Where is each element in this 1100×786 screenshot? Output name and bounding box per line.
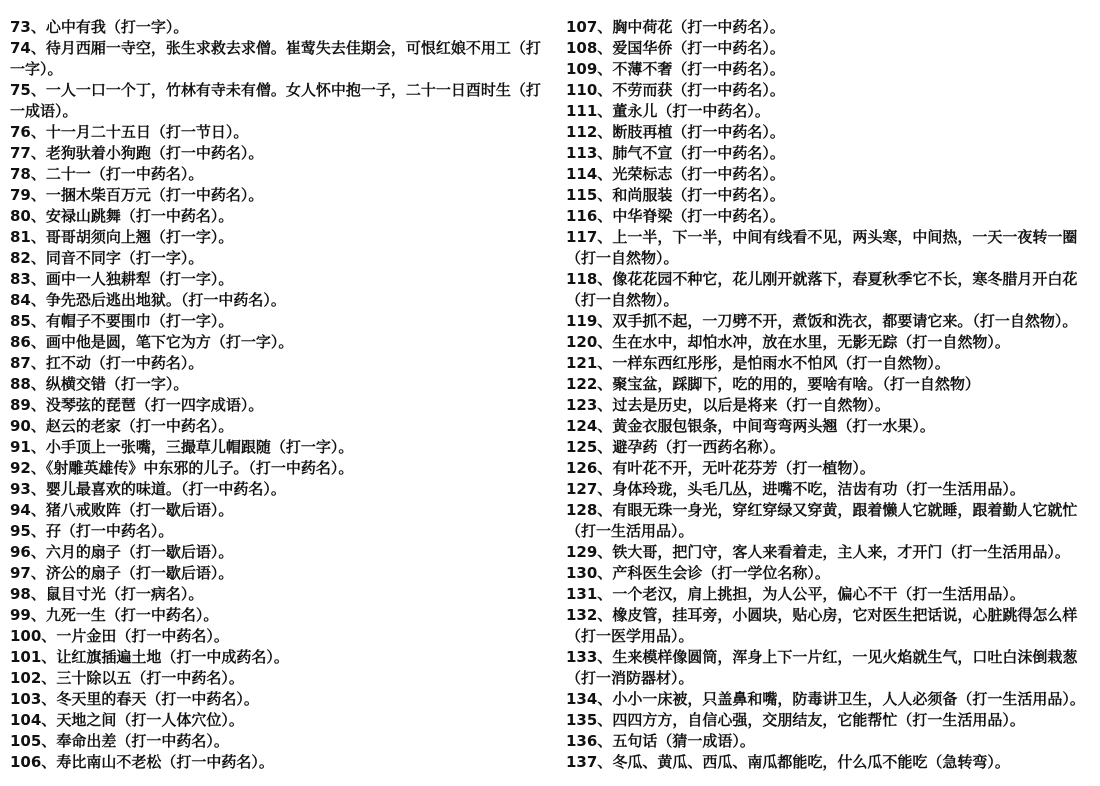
riddle-text: 三十除以五（打一中药名）。	[56, 669, 244, 687]
riddle-item	[10, 374, 546, 395]
riddle-item	[10, 269, 546, 290]
riddle-item	[10, 143, 546, 164]
riddle-item	[10, 248, 546, 269]
riddle-item	[566, 269, 1094, 311]
riddle-number: 94、	[10, 501, 46, 519]
riddle-number: 83、	[10, 270, 46, 288]
riddle-text: 生来模样像圆筒，浑身上下一片红，一见火焰就生气，口吐白沫倒栽葱（打一消防器材）。	[566, 648, 1078, 687]
riddle-text: 冬天里的春天（打一中药名）。	[56, 690, 259, 708]
riddle-text: 黄金衣服包银条，中间弯弯两头翘（打一水果）。	[612, 417, 935, 435]
riddle-number: 109、	[566, 60, 613, 78]
riddle-item	[566, 185, 1094, 206]
riddle-item	[566, 332, 1094, 353]
riddle-text: 不薄不奢（打一中药名）。	[612, 60, 785, 78]
riddle-number: 112、	[566, 123, 613, 141]
riddle-item	[10, 311, 546, 332]
riddle-item	[10, 290, 546, 311]
riddle-item	[566, 416, 1094, 437]
riddle-item	[566, 59, 1094, 80]
riddle-item	[566, 164, 1094, 185]
riddle-text: 十一月二十五日（打一节日）。	[45, 123, 249, 141]
riddle-number: 108、	[566, 39, 613, 57]
riddle-item	[566, 374, 1094, 395]
riddle-number: 119、	[566, 312, 613, 330]
riddle-item	[566, 143, 1094, 164]
riddle-number: 86、	[10, 333, 46, 351]
riddle-text: 没琴弦的琵琶（打一四字成语）。	[45, 396, 264, 414]
riddle-text: 争先恐后逃出地狱。（打一中药名）。	[45, 291, 286, 309]
riddle-number: 92、	[10, 459, 46, 477]
riddle-item	[10, 479, 546, 500]
riddle-text: 胸中荷花（打一中药名）。	[612, 18, 785, 36]
riddle-number: 100、	[10, 627, 57, 645]
riddle-text: 像花花园不种它，花儿刚开就落下，春夏秋季它不长，寒冬腊月开白花（打一自然物）。	[566, 270, 1078, 309]
riddle-text: 爱国华侨（打一中药名）。	[612, 39, 785, 57]
riddle-text: 寿比南山不老松（打一中药名）。	[56, 753, 274, 771]
riddle-item	[10, 458, 546, 479]
riddle-item	[566, 710, 1094, 731]
riddle-text: 安禄山跳舞（打一中药名）。	[45, 207, 234, 225]
riddle-text: 孖（打一中药名）。	[45, 522, 174, 540]
riddle-number: 128、	[566, 501, 613, 519]
riddle-number: 120、	[566, 333, 613, 351]
riddle-number: 133、	[566, 648, 613, 666]
riddle-text: 《射雕英雄传》中东邪的儿子。（打一中药名）。	[45, 459, 354, 477]
riddle-text: 待月西厢一寺空，张生求救去求僧。崔莺失去佳期会，可恨红娘不用工（打一字）。	[10, 39, 541, 78]
riddle-item	[10, 80, 546, 122]
riddle-item	[566, 311, 1094, 332]
riddle-item	[566, 206, 1094, 227]
riddle-item	[566, 479, 1094, 500]
riddle-item	[10, 122, 546, 143]
riddle-number: 116、	[566, 207, 613, 225]
riddle-number: 85、	[10, 312, 46, 330]
riddle-item	[566, 101, 1094, 122]
riddle-text: 断肢再植（打一中药名）。	[612, 123, 785, 141]
riddle-number: 123、	[566, 396, 613, 414]
riddle-text: 上一半，下一半，中间有线看不见，两头寒，中间热，一天一夜转一圈（打一自然物）。	[566, 228, 1078, 267]
riddle-item	[566, 17, 1094, 38]
right-riddle-column	[566, 0, 1094, 773]
riddle-item	[566, 752, 1094, 773]
riddle-item	[10, 521, 546, 542]
riddle-text: 有帽子不要围巾（打一字）。	[45, 312, 234, 330]
riddle-text: 扛不动（打一中药名）。	[45, 354, 204, 372]
riddle-number: 126、	[566, 459, 613, 477]
riddle-item	[10, 689, 546, 710]
riddle-text: 二十一（打一中药名）。	[45, 165, 204, 183]
riddle-text: 一个老汉，肩上挑担，为人公平，偏心不干（打一生活用品）。	[612, 585, 1025, 603]
riddle-item	[10, 185, 546, 206]
riddle-text: 避孕药（打一西药名称）。	[612, 438, 785, 456]
riddle-number: 124、	[566, 417, 613, 435]
riddle-text: 一片金田（打一中药名）。	[56, 627, 229, 645]
riddle-text: 有叶花不开，无叶花芬芳（打一植物）。	[612, 459, 875, 477]
riddle-text: 肺气不宣（打一中药名）。	[612, 144, 785, 162]
riddle-number: 74、	[10, 39, 46, 57]
riddle-text: 光荣标志（打一中药名）。	[612, 165, 785, 183]
riddle-number: 84、	[10, 291, 46, 309]
riddle-number: 93、	[10, 480, 46, 498]
riddle-number: 103、	[10, 690, 57, 708]
riddle-item	[10, 206, 546, 227]
riddle-item	[10, 752, 546, 773]
riddle-item	[10, 416, 546, 437]
riddle-number: 136、	[566, 732, 613, 750]
riddle-item	[566, 647, 1094, 689]
riddle-number: 98、	[10, 585, 46, 603]
riddle-number: 107、	[566, 18, 613, 36]
riddle-text: 心中有我（打一字）。	[45, 18, 189, 36]
riddle-item	[10, 17, 546, 38]
riddle-text: 产科医生会诊（打一学位名称）。	[612, 564, 830, 582]
riddle-item	[10, 164, 546, 185]
riddle-text: 天地之间（打一人体穴位）。	[56, 711, 244, 729]
riddle-text: 纵横交错（打一字）。	[45, 375, 189, 393]
riddle-item	[566, 689, 1094, 710]
riddle-number: 134、	[566, 690, 613, 708]
riddle-number: 122、	[566, 375, 613, 393]
riddle-number: 96、	[10, 543, 46, 561]
riddle-item	[10, 500, 546, 521]
riddle-number: 89、	[10, 396, 46, 414]
riddle-item	[10, 710, 546, 731]
riddle-number: 117、	[566, 228, 613, 246]
riddle-text: 董永儿（打一中药名）。	[612, 102, 770, 120]
riddle-number: 129、	[566, 543, 613, 561]
riddle-number: 106、	[10, 753, 57, 771]
riddle-text: 画中一人独耕犁（打一字）。	[45, 270, 234, 288]
riddle-item	[10, 563, 546, 584]
riddle-number: 76、	[10, 123, 46, 141]
riddle-item	[566, 584, 1094, 605]
riddle-text: 济公的扇子（打一歇后语）。	[45, 564, 234, 582]
riddle-text: 中华脊梁（打一中药名）。	[612, 207, 785, 225]
riddle-text: 一捆木柴百万元（打一中药名）。	[45, 186, 264, 204]
riddle-number: 125、	[566, 438, 613, 456]
riddle-item	[10, 395, 546, 416]
riddle-number: 111、	[566, 102, 613, 120]
riddle-text: 奉命出差（打一中药名）。	[56, 732, 229, 750]
riddle-text: 橡皮管，挂耳旁，小圆块，贴心房，它对医生把话说，心脏跳得怎么样（打一医学用品）。	[566, 606, 1078, 645]
riddle-item	[10, 38, 546, 80]
riddle-number: 80、	[10, 207, 46, 225]
riddle-item	[566, 605, 1094, 647]
riddle-number: 114、	[566, 165, 613, 183]
riddle-number: 99、	[10, 606, 46, 624]
riddle-number: 121、	[566, 354, 613, 372]
riddle-text: 画中他是圆，笔下它为方（打一字）。	[45, 333, 294, 351]
riddle-text: 小小一床被，只盖鼻和嘴，防毒讲卫生，人人必须备（打一生活用品）。	[612, 690, 1085, 708]
riddle-item	[10, 584, 546, 605]
riddle-text: 过去是历史，以后是将来（打一自然物）。	[612, 396, 890, 414]
riddle-item	[566, 395, 1094, 416]
riddle-item	[566, 437, 1094, 458]
riddle-text: 冬瓜、黄瓜、西瓜、南瓜都能吃，什么瓜不能吃（急转弯）。	[612, 753, 1010, 771]
riddle-number: 110、	[566, 81, 613, 99]
riddle-item	[566, 563, 1094, 584]
riddle-number: 95、	[10, 522, 46, 540]
riddle-item	[566, 38, 1094, 59]
riddle-number: 73、	[10, 18, 46, 36]
riddle-number: 127、	[566, 480, 613, 498]
riddle-item	[10, 542, 546, 563]
riddle-number: 115、	[566, 186, 613, 204]
riddle-text: 小手顶上一张嘴，三撮草儿帽跟随（打一字）。	[45, 438, 354, 456]
riddle-text: 有眼无珠一身光，穿红穿绿又穿黄，跟着懒人它就睡，跟着勤人它就忙（打一生活用品）。	[566, 501, 1078, 540]
riddle-item	[566, 458, 1094, 479]
riddle-number: 97、	[10, 564, 46, 582]
riddle-text: 九死一生（打一中药名）。	[45, 606, 219, 624]
riddle-number: 90、	[10, 417, 46, 435]
riddle-text: 和尚服装（打一中药名）。	[612, 186, 785, 204]
riddle-number: 118、	[566, 270, 613, 288]
riddle-text: 六月的扇子（打一歇后语）。	[45, 543, 234, 561]
riddle-text: 鼠目寸光（打一病名）。	[45, 585, 204, 603]
riddle-number: 81、	[10, 228, 46, 246]
riddle-text: 一人一口一个丁，竹林有寺未有僧。女人怀中抱一子，二十一日酉时生（打一成语）。	[10, 81, 541, 120]
riddle-text: 让红旗插遍土地（打一中成药名）。	[56, 648, 289, 666]
riddle-text: 同音不同字（打一字）。	[45, 249, 204, 267]
riddle-number: 82、	[10, 249, 46, 267]
riddle-number: 113、	[566, 144, 613, 162]
riddle-text: 生在水中，却怕水冲，放在水里，无影无踪（打一自然物）。	[612, 333, 1010, 351]
riddle-number: 131、	[566, 585, 613, 603]
riddle-item	[566, 500, 1094, 542]
riddle-item	[566, 80, 1094, 101]
riddle-item	[10, 605, 546, 626]
riddle-text: 身体玲珑，头毛几丛，进嘴不吃，洁齿有功（打一生活用品）。	[612, 480, 1025, 498]
riddle-number: 101、	[10, 648, 57, 666]
riddle-text: 哥哥胡须向上翘（打一字）。	[45, 228, 234, 246]
riddle-text: 老狗驮着小狗跑（打一中药名）。	[45, 144, 264, 162]
riddle-item	[10, 353, 546, 374]
riddle-item	[10, 332, 546, 353]
riddle-text: 聚宝盆，踩脚下，吃的用的，要啥有啥。（打一自然物）	[612, 375, 980, 393]
riddle-number: 79、	[10, 186, 46, 204]
riddle-text: 双手抓不起，一刀劈不开，煮饭和洗衣，都要请它来。（打一自然物）。	[612, 312, 1078, 330]
riddle-number: 137、	[566, 753, 613, 771]
left-riddle-column	[10, 0, 546, 773]
riddle-number: 87、	[10, 354, 46, 372]
riddle-item	[10, 668, 546, 689]
riddle-text: 四四方方，自信心强，交朋结友，它能帮忙（打一生活用品）。	[612, 711, 1025, 729]
riddle-item	[566, 122, 1094, 143]
riddle-number: 78、	[10, 165, 46, 183]
riddle-text: 五句话（猜一成语）。	[612, 732, 755, 750]
riddle-text: 不劳而获（打一中药名）。	[612, 81, 785, 99]
riddle-number: 88、	[10, 375, 46, 393]
riddle-item	[10, 437, 546, 458]
riddle-number: 91、	[10, 438, 46, 456]
riddle-item	[566, 731, 1094, 752]
riddle-text: 猪八戒败阵（打一歇后语）。	[45, 501, 234, 519]
riddle-number: 77、	[10, 144, 46, 162]
riddle-text: 婴儿最喜欢的味道。（打一中药名）。	[45, 480, 286, 498]
riddle-number: 132、	[566, 606, 613, 624]
riddle-item	[10, 647, 546, 668]
riddle-text: 铁大哥，把门守，客人来看着走，主人来，才开门（打一生活用品）。	[612, 543, 1070, 561]
riddle-number: 102、	[10, 669, 57, 687]
riddle-number: 105、	[10, 732, 57, 750]
riddle-item	[566, 353, 1094, 374]
riddle-item	[10, 731, 546, 752]
riddle-item	[566, 542, 1094, 563]
riddle-item	[566, 227, 1094, 269]
riddle-number: 130、	[566, 564, 613, 582]
riddle-number: 135、	[566, 711, 613, 729]
riddle-item	[10, 626, 546, 647]
riddle-number: 104、	[10, 711, 57, 729]
riddle-number: 75、	[10, 81, 46, 99]
riddle-text: 赵云的老家（打一中药名）。	[45, 417, 234, 435]
riddle-item	[10, 227, 546, 248]
riddle-text: 一样东西红彤彤，是怕雨水不怕风（打一自然物）。	[612, 354, 950, 372]
